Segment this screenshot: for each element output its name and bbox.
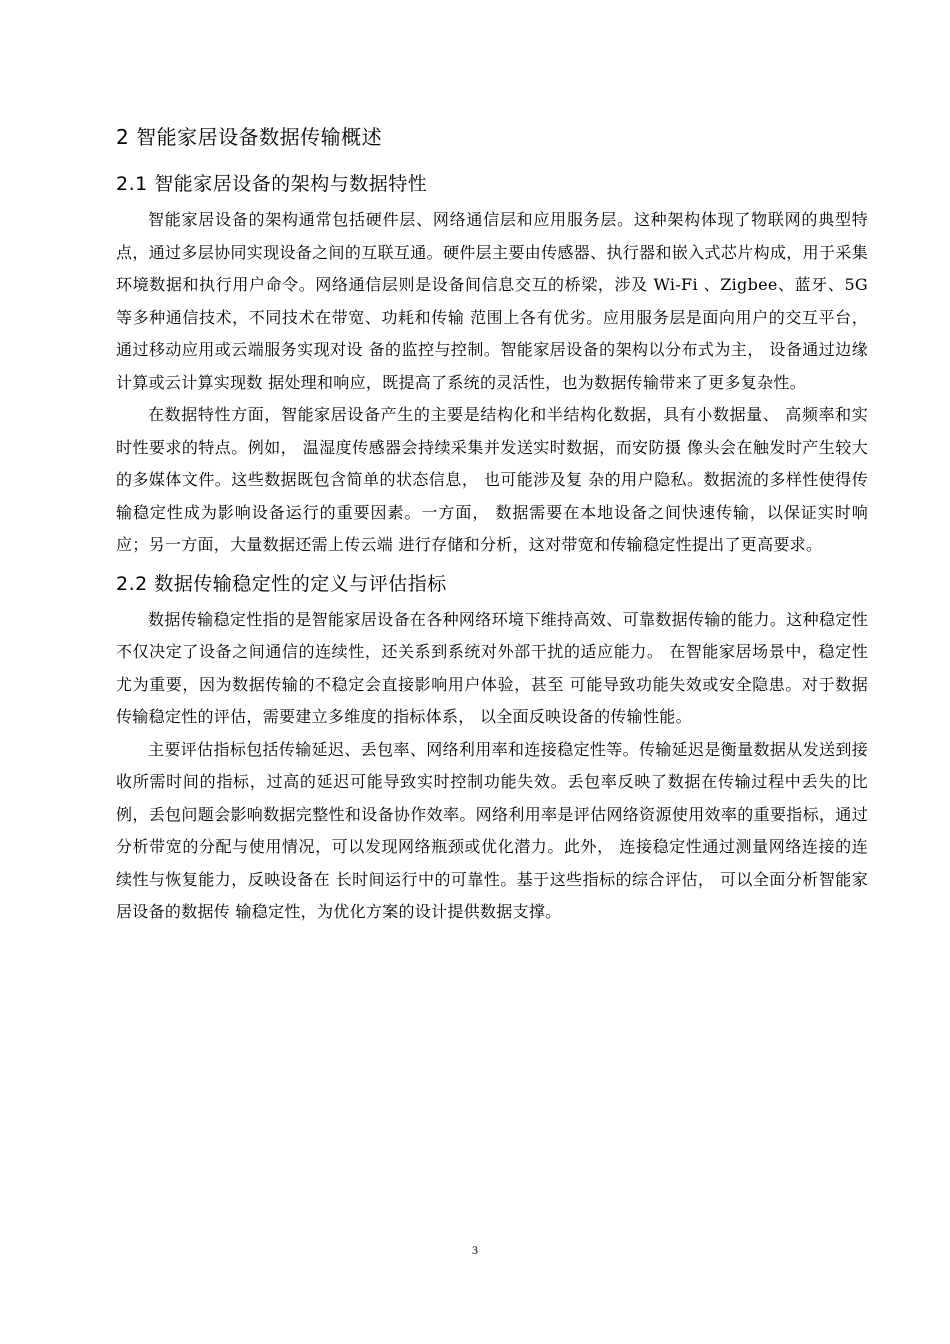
section-heading: 2 智能家居设备数据传输概述 [116,125,383,149]
subsection-heading-2-1: 2.1 智能家居设备的架构与数据特性 [116,173,428,195]
paragraph-evaluation-metrics: 主要评估指标包括传输延迟、丢包率、网络利用率和连接稳定性等。传输延迟是衡量数据从发送到接收所需时间的指标，过高的延迟可能导致实时控制功能失效。丢包率反映了数据在传输过程中丢失的比例，丢包问题会影响数据完整性和设备协作效率。网络利用率是评估网络资源使用效率的重要指标，通过分析带宽的分配与使用情况，可以发现网络瓶颈或优化潜力。此外， 连接稳定性通过测量网络连接的连续性与恢复能力，反映设备在 长时间运行中的可靠性。基于这些指标的综合评估， 可以全面分析智能家居设备的数据传 输稳定性，为优化方案的设计提供数据支撑。 [116,739,868,921]
paragraph-stability-definition: 数据传输稳定性指的是智能家居设备在各种网络环境下维持高效、可靠数据传输的能力。这种稳定性不仅决定了设备之间通信的连续性，还关系到系统对外部干扰的适应能力。 在智能家居场景中，稳定性尤为重要，因为数据传输的不稳定会直接影响用户体验，甚至 可能导致功能失效或安全隐患。对于数据传输稳定性的评估，需要建立多维度的指标体系， 以全面反映设备的传输性能。 [116,609,868,726]
subsection-heading-2-2: 2.2 数据传输稳定性的定义与评估指标 [116,572,447,595]
page-number: 3 [472,1243,478,1257]
paragraph-architecture: 智能家居设备的架构通常包括硬件层、网络通信层和应用服务层。这种架构体现了物联网的典型特点，通过多层协同实现设备之间的互联互通。硬件层主要由传感器、执行器和嵌入式芯片构成，用于采集环境数据和执行用户命令。网络通信层则是设备间信息交互的桥梁，涉及 Wi-Fi 、Zigbee、蓝牙、5G 等多种通信技术，不同技术在带宽、功耗和传输 范围上各有优劣。应用服务层是面向用户的交互平台， 通过移动应用或云端服务实现对设 备的监控与控制。智能家居设备的架构以分布式为主， 设备通过边缘计算或云计算实现数 据处理和响应，既提高了系统的灵活性，也为数据传输带来了更多复杂性。 [116,210,868,392]
page-content [116,120,868,929]
paragraph-data-characteristics: 在数据特性方面，智能家居设备产生的主要是结构化和半结构化数据，具有小数据量、 高频率和实时性要求的特点。例如， 温湿度传感器会持续采集并发送实时数据，而安防摄 像头会在触发时产生较大的多媒体文件。这些数据既包含简单的状态信息， 也可能涉及复 杂的用户隐私。数据流的多样性使得传输稳定性成为影响设备运行的重要因素。一方面， 数据需要在本地设备之间快速传输，以保证实时响应；另一方面，大量数据还需上传云端 进行存储和分析，这对带宽和传输稳定性提出了更高要求。 [116,405,868,554]
